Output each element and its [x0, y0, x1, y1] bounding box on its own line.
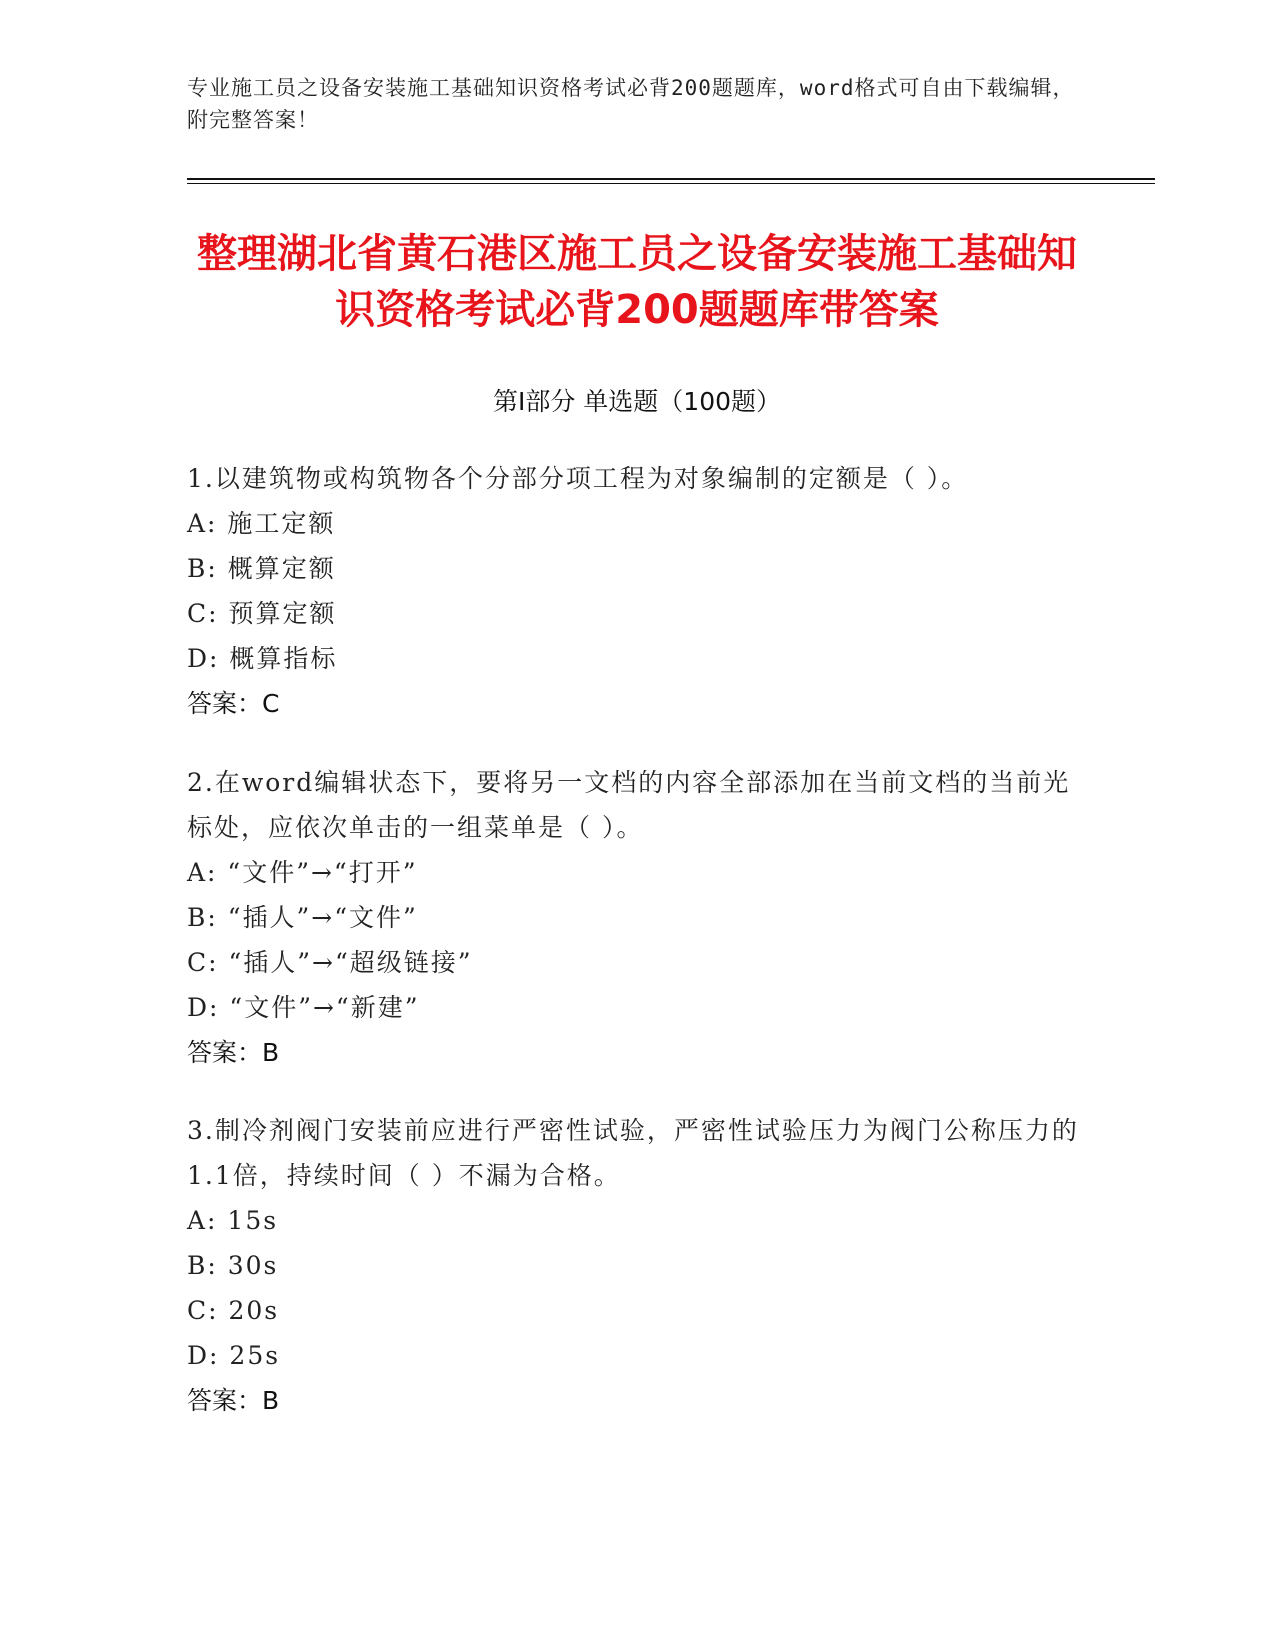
question-3 [187, 1108, 1087, 1423]
header-rule-thick [187, 178, 1155, 180]
answer: 答案：B [187, 1386, 280, 1415]
option-a: A: 15s [187, 1206, 279, 1235]
header-rule-thin [187, 183, 1155, 184]
option-c: C: 20s [187, 1296, 280, 1325]
question-stem: 2.在word编辑状态下，要将另一文档的内容全部添加在当前文档的当前光标处，应依次单击的一组菜单是（ ）。 [187, 768, 1071, 842]
question-1 [187, 456, 1087, 726]
option-d: D: 25s [187, 1341, 281, 1370]
option-c: C: 预算定额 [187, 599, 337, 628]
option-c: C: “插人”→“超级链接” [187, 948, 473, 977]
question-2 [187, 760, 1087, 1075]
option-b: B: “插人”→“文件” [187, 903, 418, 932]
option-a: A: 施工定额 [187, 509, 336, 538]
option-d: D: 概算指标 [187, 644, 338, 673]
document-title: 整理湖北省黄石港区施工员之设备安装施工基础知识资格考试必背200题题库带答案 [197, 231, 1077, 333]
option-a: A: “文件”→“打开” [187, 858, 418, 887]
option-d: D: “文件”→“新建” [187, 993, 420, 1022]
question-stem: 1.以建筑物或构筑物各个分部分项工程为对象编制的定额是（ ）。 [187, 464, 969, 493]
question-stem: 3.制冷剂阀门安装前应进行严密性试验，严密性试验压力为阀门公称压力的1.1倍，持续时间（ ）不漏为合格。 [187, 1116, 1079, 1190]
section-title: 第Ⅰ部分 单选题（100题） [492, 387, 782, 416]
option-b: B: 概算定额 [187, 554, 336, 583]
header-note: 专业施工员之设备安装施工基础知识资格考试必背200题题库，word格式可自由下载编辑，附完整答案！ [187, 76, 1075, 132]
option-b: B: 30s [187, 1251, 279, 1280]
answer: 答案：C [187, 689, 280, 718]
answer: 答案：B [187, 1038, 280, 1067]
